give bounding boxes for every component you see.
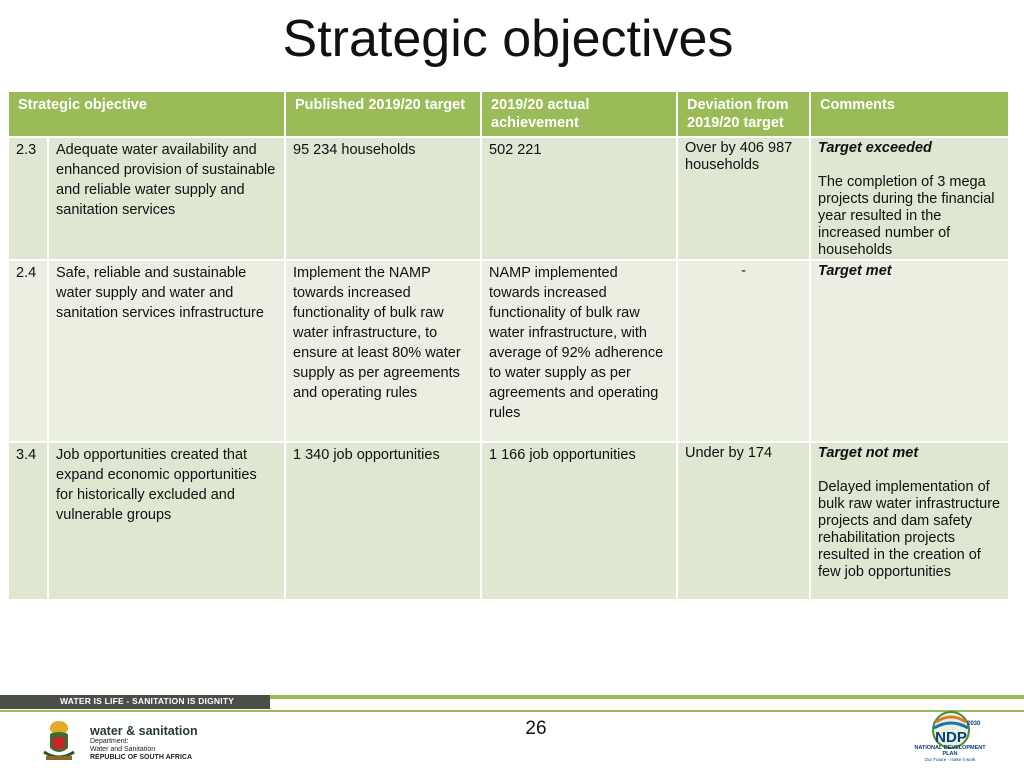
actual-achievement: 1 166 job opportunities [481, 442, 677, 600]
objective-number: 2.4 [9, 260, 48, 442]
department-label: Department: [90, 738, 129, 745]
header-strategic-objective: Strategic objective [9, 92, 285, 137]
comments-cell [810, 442, 1009, 600]
published-target: Implement the NAMP towards increased functionality of bulk raw water infrastructure, to ensure at least 80% water supply as per agreements and operating rules [285, 260, 481, 442]
table-row [9, 442, 1009, 600]
header-comments: Comments [810, 92, 1009, 137]
objective-text: Safe, reliable and sustainable water supply and water and sanitation services infrastructure [48, 260, 285, 442]
actual-achievement: NAMP implemented towards increased functionality of bulk raw water infrastructure, with average of 92% adherence to water supply as per agreements and operating rules [481, 260, 677, 442]
table-header-row [9, 92, 1009, 137]
status-label: Target exceeded [818, 140, 932, 156]
comments-cell [810, 137, 1009, 260]
header-published-target: Published 2019/20 target [285, 92, 481, 137]
header-actual-achievement: 2019/20 actual achievement [481, 92, 677, 137]
department-name: water & sanitation [90, 724, 198, 738]
status-label: Target not met [818, 445, 919, 461]
department-block [90, 724, 198, 762]
objective-number: 3.4 [9, 442, 48, 600]
deviation: Under by 174 [677, 442, 810, 600]
table-row [9, 260, 1009, 442]
objective-number: 2.3 [9, 137, 48, 260]
objectives-table [9, 92, 1010, 601]
table-row [9, 137, 1009, 260]
objective-text: Job opportunities created that expand economic opportunities for historically excluded and vulnerable groups [48, 442, 285, 600]
footer-divider [270, 695, 1024, 699]
department-line: Water and Sanitation [90, 746, 156, 753]
ndp-tagline: Our Future - make it work [924, 757, 976, 762]
status-label: Target met [818, 263, 892, 279]
ndp-caption [908, 745, 992, 762]
objective-text: Adequate water availability and enhanced provision of sustainable and reliable water supply and sanitation services [48, 137, 285, 260]
deviation: Over by 406 987 households [677, 137, 810, 260]
coat-of-arms-logo [38, 716, 80, 762]
page-number: 26 [525, 718, 547, 739]
ndp-logo-text: NDP [935, 729, 967, 746]
ndp-title: NATIONAL DEVELOPMENT PLAN [914, 745, 986, 757]
slogan-banner [0, 695, 270, 709]
footer-bar [0, 695, 1024, 713]
published-target: 95 234 households [285, 137, 481, 260]
footer-divider-thin [0, 710, 1024, 712]
ndp-badge: 2030 [967, 721, 981, 727]
comment-text: Delayed implementation of bulk raw water infrastructure projects and dam safety rehabilitation projects resulted in the creation of few job opportunities [818, 479, 1001, 580]
published-target: 1 340 job opportunities [285, 442, 481, 600]
slogan-text: WATER IS LIFE - SANITATION IS DIGNITY [60, 696, 235, 706]
deviation: - [677, 260, 810, 442]
slide-title: Strategic objectives [282, 10, 734, 68]
country-line: REPUBLIC OF SOUTH AFRICA [90, 754, 193, 761]
comments-cell [810, 260, 1009, 442]
actual-achievement: 502 221 [481, 137, 677, 260]
header-deviation: Deviation from 2019/20 target [677, 92, 810, 137]
comment-text: The completion of 3 mega projects during the financial year resulted in the increased number of households [818, 174, 995, 258]
